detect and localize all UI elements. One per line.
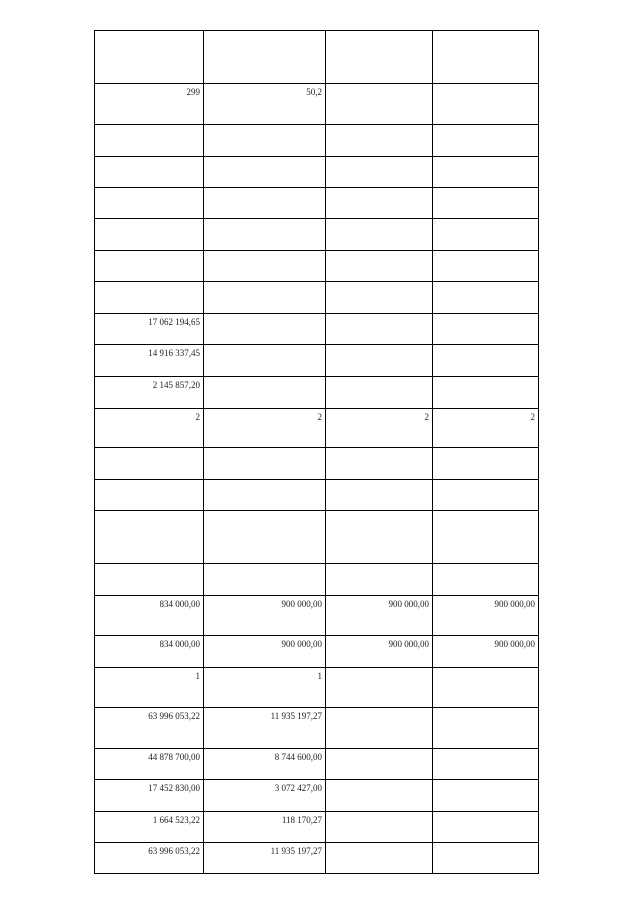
table-row: [95, 188, 539, 219]
table-cell: [204, 480, 326, 511]
cell-value: 834 000,00: [159, 599, 200, 609]
table-cell: [326, 157, 433, 188]
table-cell: [433, 125, 539, 157]
table-row: [95, 345, 539, 377]
table-row: [95, 448, 539, 480]
cell-value: 50,2: [306, 87, 322, 97]
cell-value: 900 000,00: [388, 639, 429, 649]
cell-value: 900 000,00: [494, 599, 535, 609]
table-cell: [326, 314, 433, 345]
table-cell: [204, 596, 326, 636]
table-row: [95, 31, 539, 84]
table-cell: [204, 708, 326, 749]
table-cell: [326, 596, 433, 636]
table-cell: [204, 188, 326, 219]
table-cell: [326, 345, 433, 377]
table-cell: [95, 125, 204, 157]
cell-value: 1: [195, 671, 200, 681]
table-row: [95, 84, 539, 125]
table-cell: [204, 314, 326, 345]
cell-value: 900 000,00: [388, 599, 429, 609]
table-cell: [433, 708, 539, 749]
table-cell: [204, 377, 326, 409]
table-cell: [204, 282, 326, 314]
table-cell: [95, 564, 204, 596]
cell-value: 299: [186, 87, 200, 97]
table-cell: [95, 219, 204, 251]
table-row: [95, 377, 539, 409]
table-cell: [95, 596, 204, 636]
table-cell: [95, 377, 204, 409]
table-cell: [433, 564, 539, 596]
cell-value: 118 170,27: [281, 815, 322, 825]
table-row: [95, 708, 539, 749]
table-cell: [204, 564, 326, 596]
cell-value: 44 878 700,00: [148, 752, 200, 762]
table-cell: [95, 812, 204, 843]
table-cell: [433, 596, 539, 636]
cell-value: 2: [424, 412, 429, 422]
table-cell: [326, 377, 433, 409]
table-row: [95, 636, 539, 668]
table-cell: [433, 448, 539, 480]
table-cell: [95, 188, 204, 219]
table-cell: [326, 251, 433, 282]
cell-value: 63 996 053,22: [148, 846, 200, 856]
table-cell: [95, 480, 204, 511]
table-row: [95, 812, 539, 843]
table-cell: [95, 314, 204, 345]
table-cell: [95, 282, 204, 314]
table-cell: [95, 31, 204, 84]
table-cell: [95, 409, 204, 448]
table-cell: [326, 636, 433, 668]
table-row: [95, 409, 539, 448]
table-cell: [433, 511, 539, 564]
table-cell: [433, 843, 539, 874]
cell-value: 2 145 857,20: [152, 380, 200, 390]
table-cell: [204, 157, 326, 188]
table-cell: [433, 219, 539, 251]
table-cell: [433, 636, 539, 668]
cell-value: 900 000,00: [281, 599, 322, 609]
cell-value: 1 664 523,22: [152, 815, 200, 825]
cell-value: 11 935 197,27: [270, 846, 322, 856]
table-cell: [326, 749, 433, 780]
table-cell: [95, 668, 204, 708]
table-cell: [326, 125, 433, 157]
table-cell: [204, 843, 326, 874]
table-cell: [95, 448, 204, 480]
table-row: [95, 480, 539, 511]
table-row: [95, 780, 539, 812]
table-cell: [433, 31, 539, 84]
cell-value: 8 744 600,00: [274, 752, 322, 762]
table-cell: [433, 409, 539, 448]
table-cell: [326, 812, 433, 843]
table-cell: [95, 780, 204, 812]
table-cell: [204, 219, 326, 251]
table-cell: [204, 636, 326, 668]
cell-value: 1: [317, 671, 322, 681]
table-cell: [204, 749, 326, 780]
table-row: [95, 749, 539, 780]
table-cell: [326, 31, 433, 84]
table-body: [95, 31, 539, 874]
table-cell: [204, 251, 326, 282]
table-cell: [95, 843, 204, 874]
table-cell: [326, 843, 433, 874]
table-cell: [326, 84, 433, 125]
table-cell: [433, 282, 539, 314]
table-row: [95, 511, 539, 564]
table-row: [95, 596, 539, 636]
table-cell: [326, 409, 433, 448]
table-cell: [204, 345, 326, 377]
cell-value: 11 935 197,27: [270, 711, 322, 721]
table-row: [95, 251, 539, 282]
cell-value: 900 000,00: [281, 639, 322, 649]
table-cell: [433, 668, 539, 708]
table-cell: [204, 511, 326, 564]
table-cell: [204, 84, 326, 125]
table-row: [95, 125, 539, 157]
table-cell: [326, 448, 433, 480]
table-cell: [95, 84, 204, 125]
table-cell: [204, 780, 326, 812]
table-cell: [433, 780, 539, 812]
table-cell: [204, 31, 326, 84]
table-cell: [433, 251, 539, 282]
table-cell: [95, 157, 204, 188]
table-cell: [433, 480, 539, 511]
table-cell: [433, 188, 539, 219]
table-cell: [433, 812, 539, 843]
table-cell: [326, 188, 433, 219]
table-row: [95, 564, 539, 596]
table-row: [95, 314, 539, 345]
table-row: [95, 282, 539, 314]
table-cell: [95, 636, 204, 668]
table-cell: [95, 511, 204, 564]
cell-value: 900 000,00: [494, 639, 535, 649]
table-cell: [326, 219, 433, 251]
cell-value: 834 000,00: [159, 639, 200, 649]
table-cell: [95, 749, 204, 780]
table-cell: [433, 314, 539, 345]
table-cell: [433, 157, 539, 188]
table-cell: [433, 377, 539, 409]
table-cell: [204, 448, 326, 480]
table-cell: [95, 708, 204, 749]
table-cell: [433, 345, 539, 377]
table-cell: [95, 345, 204, 377]
table-cell: [326, 282, 433, 314]
table-cell: [326, 708, 433, 749]
table-cell: [326, 480, 433, 511]
table-cell: [204, 409, 326, 448]
cell-value: 2: [317, 412, 322, 422]
cell-value: 63 996 053,22: [148, 711, 200, 721]
cell-value: 14 916 337,45: [148, 348, 200, 358]
table-cell: [95, 251, 204, 282]
table-cell: [433, 84, 539, 125]
table-cell: [326, 668, 433, 708]
cell-value: 3 072 427,00: [274, 783, 322, 793]
table-row: [95, 668, 539, 708]
cell-value: 2: [530, 412, 535, 422]
cell-value: 17 062 194,65: [148, 317, 200, 327]
table-cell: [204, 668, 326, 708]
table-row: [95, 157, 539, 188]
table-cell: [326, 780, 433, 812]
table-cell: [204, 812, 326, 843]
cell-value: 2: [195, 412, 200, 422]
table-cell: [326, 511, 433, 564]
table-row: [95, 219, 539, 251]
table-row: [95, 843, 539, 874]
cell-value: 17 452 830,00: [148, 783, 200, 793]
table-cell: [433, 749, 539, 780]
data-table: [94, 30, 539, 874]
table-cell: [204, 125, 326, 157]
table-cell: [326, 564, 433, 596]
